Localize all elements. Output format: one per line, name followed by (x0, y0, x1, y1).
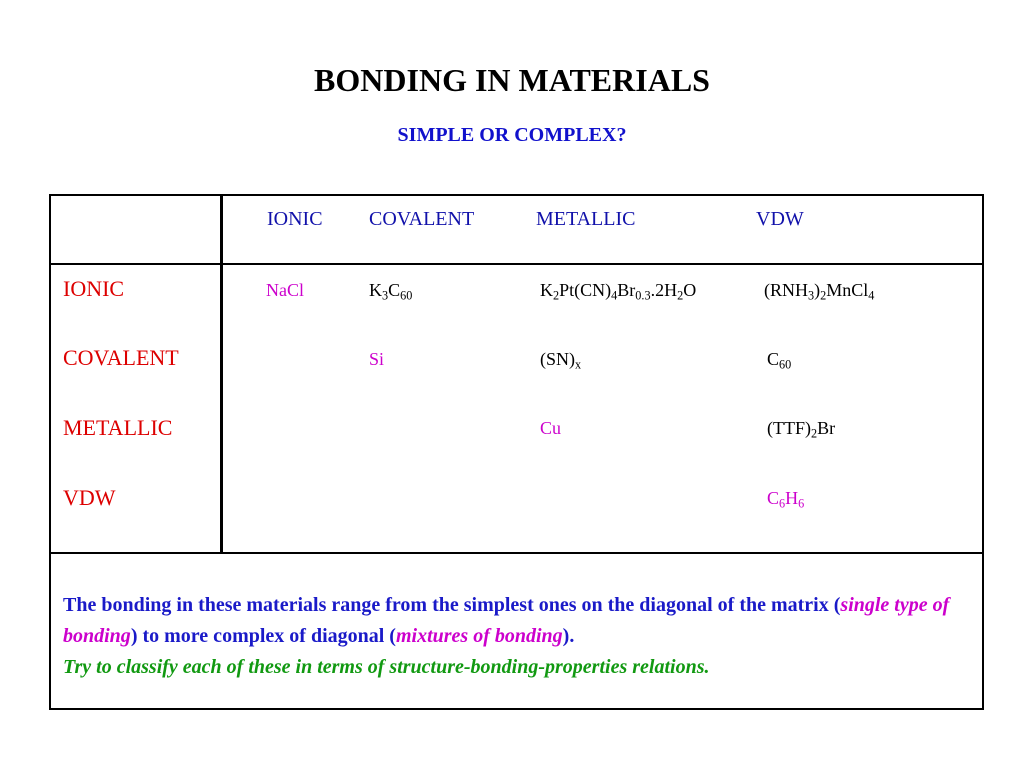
page-subtitle: SIMPLE OR COMPLEX? (397, 124, 627, 146)
footer-divider (49, 552, 984, 554)
row-label-metallic: METALLIC (63, 415, 173, 440)
footer-text-3: ). (562, 625, 575, 647)
cell-metallic-metallic: Cu (540, 418, 562, 438)
footer-emphasis-mixtures: mixtures of bonding (395, 625, 563, 647)
row-label-vdw: VDW (63, 485, 116, 510)
cell-ionic-vdw: $(RNH_3)_2MnCl_4$ (764, 280, 875, 303)
footer-paragraph (63, 590, 973, 683)
col-header-vdw: VDW (756, 208, 804, 230)
col-header-ionic: IONIC (267, 208, 323, 230)
label-column-divider (220, 194, 223, 554)
col-header-metallic: METALLIC (536, 208, 636, 230)
page-title: BONDING IN MATERIALS (314, 62, 710, 98)
row-label-ionic: IONIC (63, 276, 125, 301)
footer-text-2: ) to more complex of diagonal ( (130, 625, 396, 647)
cell-covalent-vdw: $C_{60}$ (767, 349, 792, 372)
footer-emphasis-single: single type of bonding (63, 594, 950, 647)
cell-covalent-metallic: $(SN)_x$ (540, 349, 582, 372)
footer-text-1: The bonding in these materials range from the simplest ones on the diagonal of the matrix ( (63, 594, 841, 616)
cell-metallic-vdw: $(TTF)_2Br$ (767, 418, 836, 441)
cell-ionic-metallic: $K_2Pt(CN)_4Br_{0.3}.2H_2O$ (540, 280, 697, 303)
cell-covalent-covalent: Si (369, 349, 385, 369)
header-divider (49, 263, 984, 265)
cell-ionic-ionic: NaCl (266, 280, 304, 300)
col-header-covalent: COVALENT (369, 208, 475, 230)
cell-vdw-vdw: $C_6H_6$ (767, 488, 805, 511)
row-label-covalent: COVALENT (63, 345, 179, 370)
cell-ionic-covalent: $K_3C_{60}$ (369, 280, 413, 303)
footer-instruction: Try to classify each of these in terms of structure-bonding-properties relations. (63, 656, 710, 678)
